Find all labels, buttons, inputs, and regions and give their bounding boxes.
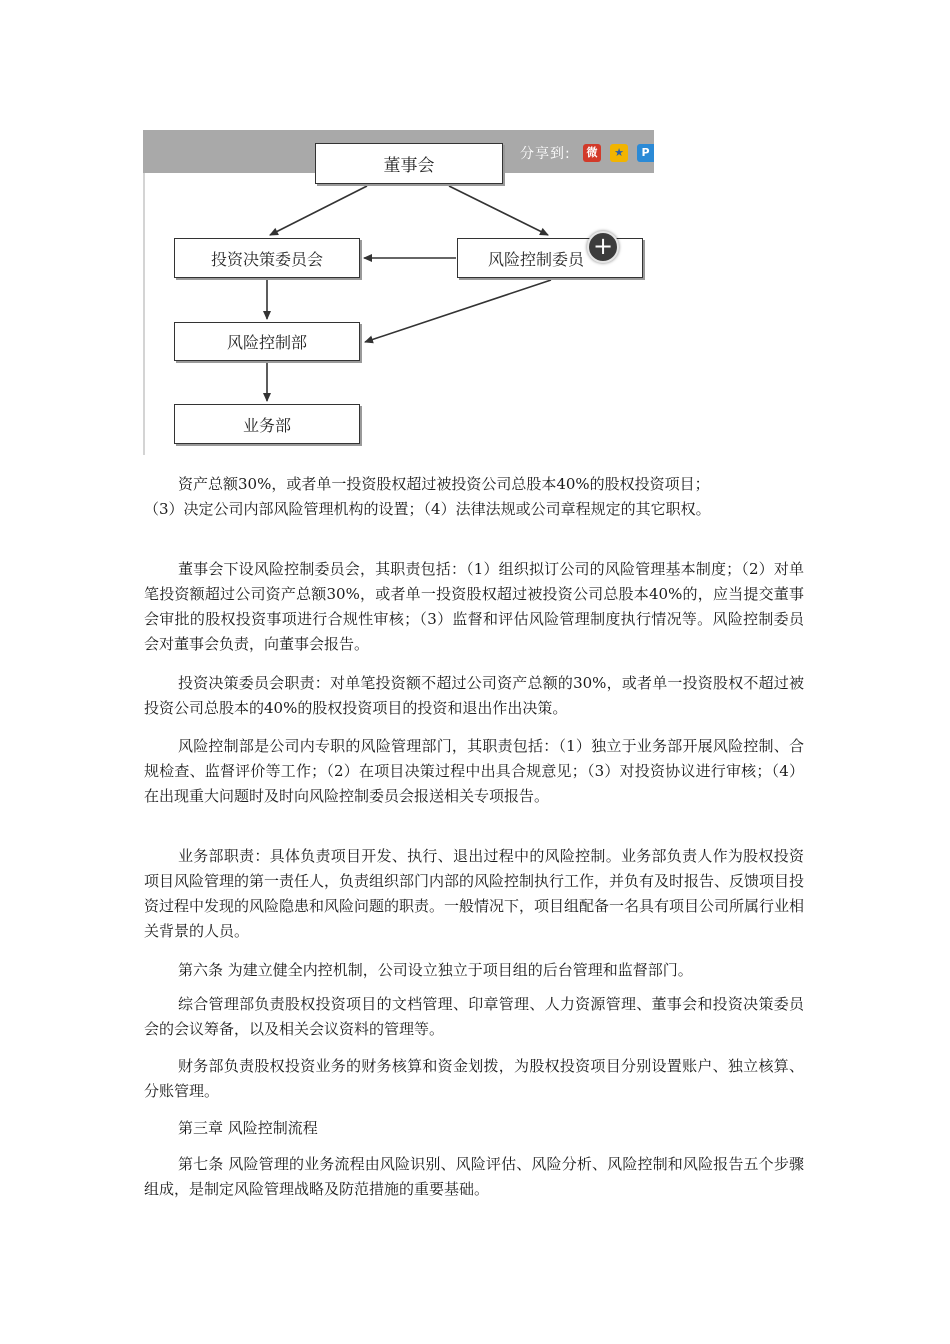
arrow-board-to-risk [449,186,548,235]
invest-committee-label: 投资决策委员会 [210,249,323,269]
risk-dept-box [174,322,360,361]
paragraph-4: 投资决策委员会职责：对单笔投资额不超过公司资产总额的30%，或者单一投资股权不超过被投资公司总股本的40%的股权投资项目的投资和退出作出决策。 [144,674,804,717]
share-label: 分享到: [520,146,571,162]
paragraph-8: 综合管理部负责股权投资项目的文档管理、印章管理、人力资源管理、董事会和投资决策委员会的会议筹备，以及相关会议资料的管理等。 [144,995,804,1038]
paragraph-6: 业务部职责：具体负责项目开发、执行、退出过程中的风险控制。业务部负责人作为股权投资项目风险管理的第一责任人，负责组织部门内部的风险控制执行工作，并负有及时报告、反馈项目投资过程中发现的风险隐患和风险问题的职责。一般情况下，项目组配备一名具有项目公司所属行业相关背景的人员。 [144,847,805,940]
paragraph-7: 第六条 为建立健全内控机制，公司设立独立于项目组的后台管理和监督部门。 [178,961,693,979]
risk-committee-label: 风险控制委员 [488,249,585,269]
renren-icon[interactable]: P [637,144,654,162]
invest-committee-box [174,238,360,278]
board-box [315,143,503,184]
paragraph-5: 风险控制部是公司内专职的风险管理部门，其职责包括：（1）独立于业务部开展风险控制、合规检查、监督评价等工作；（2）在项目决策过程中出具合规意见；（3）对投资协议进行审核；（4）在出现重大问题时及时向风险控制委员会报送相关专项报告。 [144,737,804,805]
paragraph-3: 董事会下设风险控制委员会，其职责包括：（1）组织拟订公司的风险管理基本制度；（2）对单笔投资额超过公司资产总额30%，或者单一投资股权超过被投资公司总股本40%的，应当提交董事会审批的股权投资事项进行合规性审核；（3）监督和评估风险管理制度执行情况等。风险控制委员会对董事会负责，向董事会报告。 [144,560,804,653]
board-label: 董事会 [383,156,435,176]
business-dept-box [174,404,360,444]
paragraph-2: （3）决定公司内部风险管理机构的设置；（4）法律法规或公司章程规定的其它职权。 [144,500,711,518]
business-dept-label: 业务部 [242,415,291,435]
paragraph-10: 第七条 风险管理的业务流程由风险识别、风险评估、风险分析、风险控制和风险报告五个步骤组成，是制定风险管理战略及防范措施的重要基础。 [144,1155,804,1198]
weibo-icon[interactable]: 微 [583,144,601,162]
arrow-risk-to-riskdept [365,280,551,342]
chapter-heading: 第三章 风险控制流程 [178,1119,318,1137]
qzone-icon[interactable]: ★ [610,144,628,162]
org-chart-figure [143,130,654,455]
risk-dept-label: 风险控制部 [226,333,307,352]
plus-icon[interactable]: + [587,231,619,263]
paragraph-9: 财务部负责股权投资业务的财务核算和资金划拨，为股权投资项目分别设置账户、独立核算、分账管理。 [144,1057,804,1100]
arrow-board-to-invest [270,186,367,235]
paragraph-1: 资产总额30%，或者单一投资股权超过被投资公司总股本40%的股权投资项目； [178,475,710,493]
